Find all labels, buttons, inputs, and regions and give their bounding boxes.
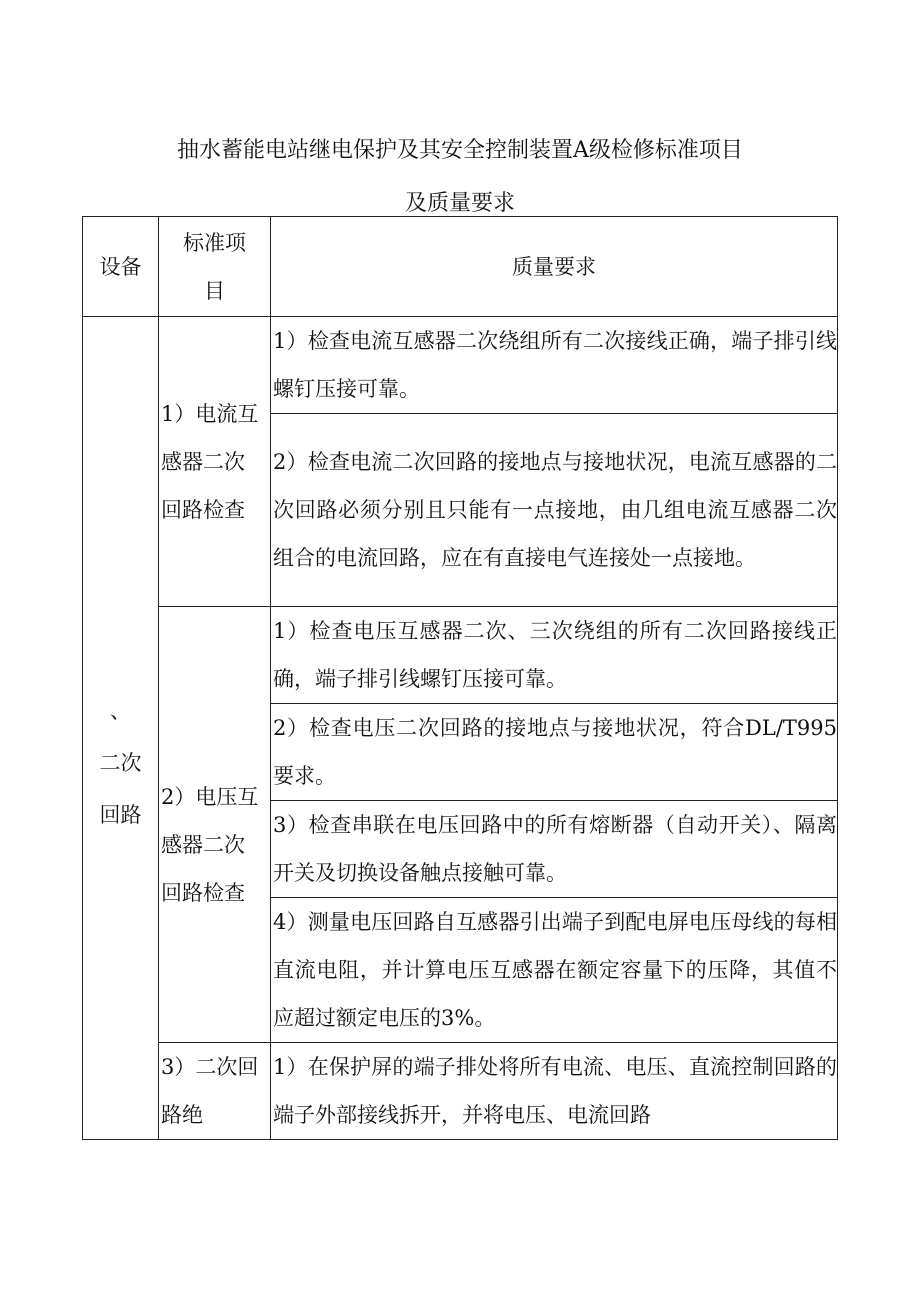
requirement-cell: 1）检查电流互感器二次绕组所有二次接线正确，端子排引线螺钉压接可靠。	[271, 317, 838, 414]
device-cell	[83, 317, 159, 1140]
requirement-cell: 2）检查电压二次回路的接地点与接地状况，符合DL/T995要求。	[271, 704, 838, 801]
table-row	[83, 607, 838, 704]
header-standard-line1: 标准项	[183, 230, 246, 255]
table-row	[83, 317, 838, 414]
requirement-cell: 4）测量电压回路自互感器引出端子到配电屏电压母线的每相直流电阻，并计算电压互感器在额定容量下的压降，其值不应超过额定电压的3%。	[271, 898, 838, 1043]
document-title-line2: 及质量要求	[404, 191, 515, 216]
item-cell-vt	[159, 607, 271, 1043]
device-mark: 、	[110, 699, 131, 723]
header-device: 设备	[83, 217, 159, 317]
item-cell-ct	[159, 317, 271, 607]
item-line: 回路检查	[161, 497, 245, 522]
item-cell-insulation	[159, 1043, 271, 1140]
item-line: 2）电压互	[161, 784, 259, 809]
device-line1: 二次	[99, 751, 142, 775]
header-quality: 质量要求	[271, 217, 838, 317]
header-standard-item	[159, 217, 271, 317]
header-standard-line2: 目	[204, 278, 225, 303]
requirement-cell: 1）在保护屏的端子排处将所有电流、电压、直流控制回路的端子外部接线拆开，并将电压、电流回路	[271, 1043, 838, 1140]
item-line: 感器二次	[161, 449, 245, 474]
table-header-row	[83, 217, 838, 317]
item-line: 1）电流互	[161, 401, 259, 426]
requirement-cell: 1）检查电压互感器二次、三次绕组的所有二次回路接线正确，端子排引线螺钉压接可靠。	[271, 607, 838, 704]
document-title-line1: 抽水蓄能电站继电保护及其安全控制装置A级检修标准项目	[177, 138, 743, 163]
item-line: 路绝	[161, 1103, 203, 1127]
requirement-cell: 2）检查电流二次回路的接地点与接地状况，电流互感器的二次回路必须分别且只能有一点接地，由几组电流互感器二次组合的电流回路，应在有直接电气连接处一点接地。	[271, 414, 838, 607]
device-line2: 回路	[99, 803, 142, 827]
table-row	[83, 1043, 838, 1140]
item-line: 3）二次回	[161, 1055, 259, 1079]
requirement-cell: 3）检查串联在电压回路中的所有熔断器（自动开关）、隔离开关及切换设备触点接触可靠。	[271, 801, 838, 898]
inspection-standards-table	[82, 216, 838, 1140]
item-line: 回路检查	[161, 880, 245, 905]
item-line: 感器二次	[161, 832, 245, 857]
